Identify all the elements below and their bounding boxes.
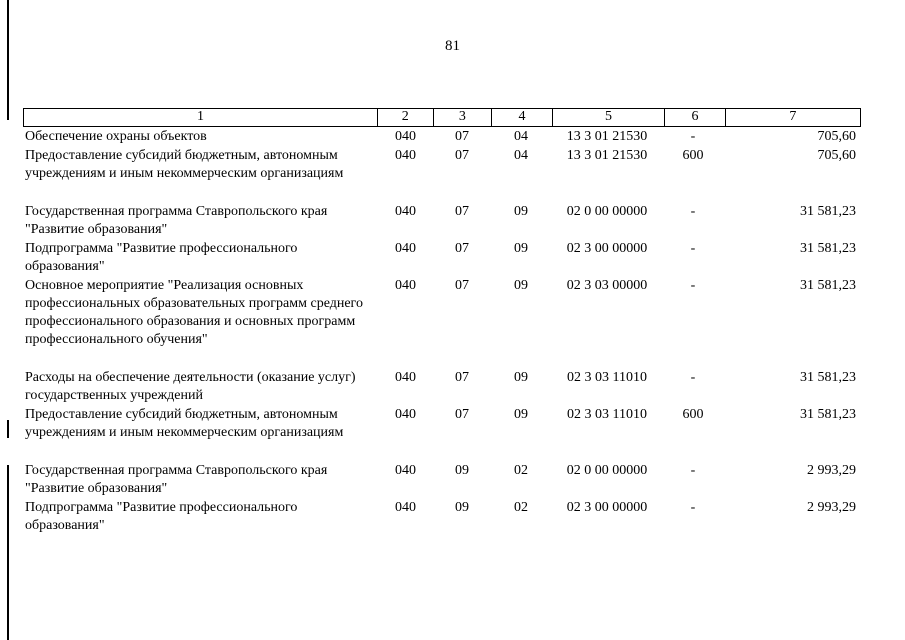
row-col2: 040 [395, 278, 416, 293]
row-spacer [23, 183, 861, 202]
row-name: Обеспечение охраны объектов [25, 129, 207, 144]
row-col2: 040 [395, 204, 416, 219]
row-col6: - [690, 278, 696, 293]
row-col5: 13 3 01 21530 [566, 148, 648, 163]
row-col3: 07 [455, 407, 469, 422]
row-name: Подпрограмма "Развитие профессионального образования" [25, 241, 298, 274]
row-col2: 040 [395, 129, 416, 144]
row-name: Предоставление субсидий бюджетным, автономным учреждениям и иным некоммерческим организациям [25, 407, 344, 440]
row-name: Подпрограмма "Развитие профессионального образования" [25, 500, 298, 533]
row-amount: 2 993,29 [807, 500, 856, 515]
row-amount: 31 581,23 [800, 241, 856, 256]
row-name: Государственная программа Ставропольского края "Развитие образования" [25, 463, 328, 496]
row-col5: 02 3 03 00000 [566, 278, 648, 293]
table-header [23, 108, 861, 127]
row-name: Расходы на обеспечение деятельности (оказание услуг) государственных учреждений [25, 370, 356, 403]
row-col4: 09 [514, 370, 528, 385]
row-col5: 02 0 00 00000 [566, 463, 648, 478]
row-name: Государственная программа Ставропольского края "Развитие образования" [25, 204, 328, 237]
header-cell: 5 [552, 109, 664, 126]
header-cell: 3 [433, 109, 492, 126]
row-col5: 13 3 01 21530 [566, 129, 648, 144]
header-cell: 7 [725, 109, 860, 126]
table-row [23, 202, 861, 239]
row-col4: 09 [514, 278, 528, 293]
row-col6: 600 [682, 407, 704, 422]
row-col3: 09 [455, 500, 469, 515]
row-col2: 040 [395, 407, 416, 422]
row-col5: 02 3 00 00000 [566, 241, 648, 256]
header-cell: 1 [196, 109, 204, 124]
row-name: Основное мероприятие "Реализация основных профессиональных образовательных программ среднего профессионального образования и основных программ профессионального обучения" [25, 278, 363, 347]
row-col2: 040 [395, 241, 416, 256]
row-col2: 040 [395, 463, 416, 478]
row-col6: - [690, 129, 696, 144]
page-number: 81 [445, 38, 460, 54]
header-cell: 6 [664, 109, 725, 126]
row-amount: 31 581,23 [800, 407, 856, 422]
header-cell: 4 [491, 109, 552, 126]
header-cell: 2 [377, 109, 433, 126]
table-row [23, 239, 861, 276]
table-row [23, 368, 861, 405]
row-spacer [23, 349, 861, 368]
row-col3: 07 [455, 370, 469, 385]
row-col5: 02 3 03 11010 [567, 407, 647, 422]
scan-edge-mark [7, 465, 9, 640]
row-amount: 31 581,23 [800, 204, 856, 219]
scan-edge-mark [7, 420, 9, 438]
row-col5: 02 0 00 00000 [566, 204, 648, 219]
row-name: Предоставление субсидий бюджетным, автономным учреждениям и иным некоммерческим организациям [25, 148, 344, 181]
table-row [23, 127, 861, 146]
table-row [23, 276, 861, 349]
row-col3: 07 [455, 278, 469, 293]
row-col4: 04 [514, 129, 528, 144]
row-col6: - [690, 500, 696, 515]
table-row [23, 498, 861, 535]
scan-edge-mark [7, 0, 9, 120]
row-col4: 02 [514, 463, 528, 478]
row-col5: 02 3 00 00000 [566, 500, 648, 515]
row-amount: 705,60 [817, 148, 856, 163]
row-amount: 31 581,23 [800, 278, 856, 293]
budget-table [23, 108, 861, 535]
row-col6: - [690, 370, 696, 385]
row-col3: 09 [455, 463, 469, 478]
row-col3: 07 [455, 148, 469, 163]
row-col2: 040 [395, 500, 416, 515]
row-col3: 07 [455, 241, 469, 256]
table-row [23, 405, 861, 442]
row-spacer [23, 442, 861, 461]
table-row [23, 146, 861, 183]
table-row [23, 461, 861, 498]
row-col3: 07 [455, 204, 469, 219]
row-col4: 02 [514, 500, 528, 515]
row-col4: 09 [514, 407, 528, 422]
row-amount: 705,60 [817, 129, 856, 144]
row-col6: - [690, 463, 696, 478]
row-col2: 040 [395, 370, 416, 385]
row-col6: - [690, 241, 696, 256]
row-col5: 02 3 03 11010 [567, 370, 647, 385]
row-col4: 09 [514, 241, 528, 256]
row-amount: 31 581,23 [800, 370, 856, 385]
row-col2: 040 [395, 148, 416, 163]
row-col6: 600 [682, 148, 704, 163]
row-col4: 09 [514, 204, 528, 219]
row-col4: 04 [514, 148, 528, 163]
row-col6: - [690, 204, 696, 219]
row-amount: 2 993,29 [807, 463, 856, 478]
row-col3: 07 [455, 129, 469, 144]
